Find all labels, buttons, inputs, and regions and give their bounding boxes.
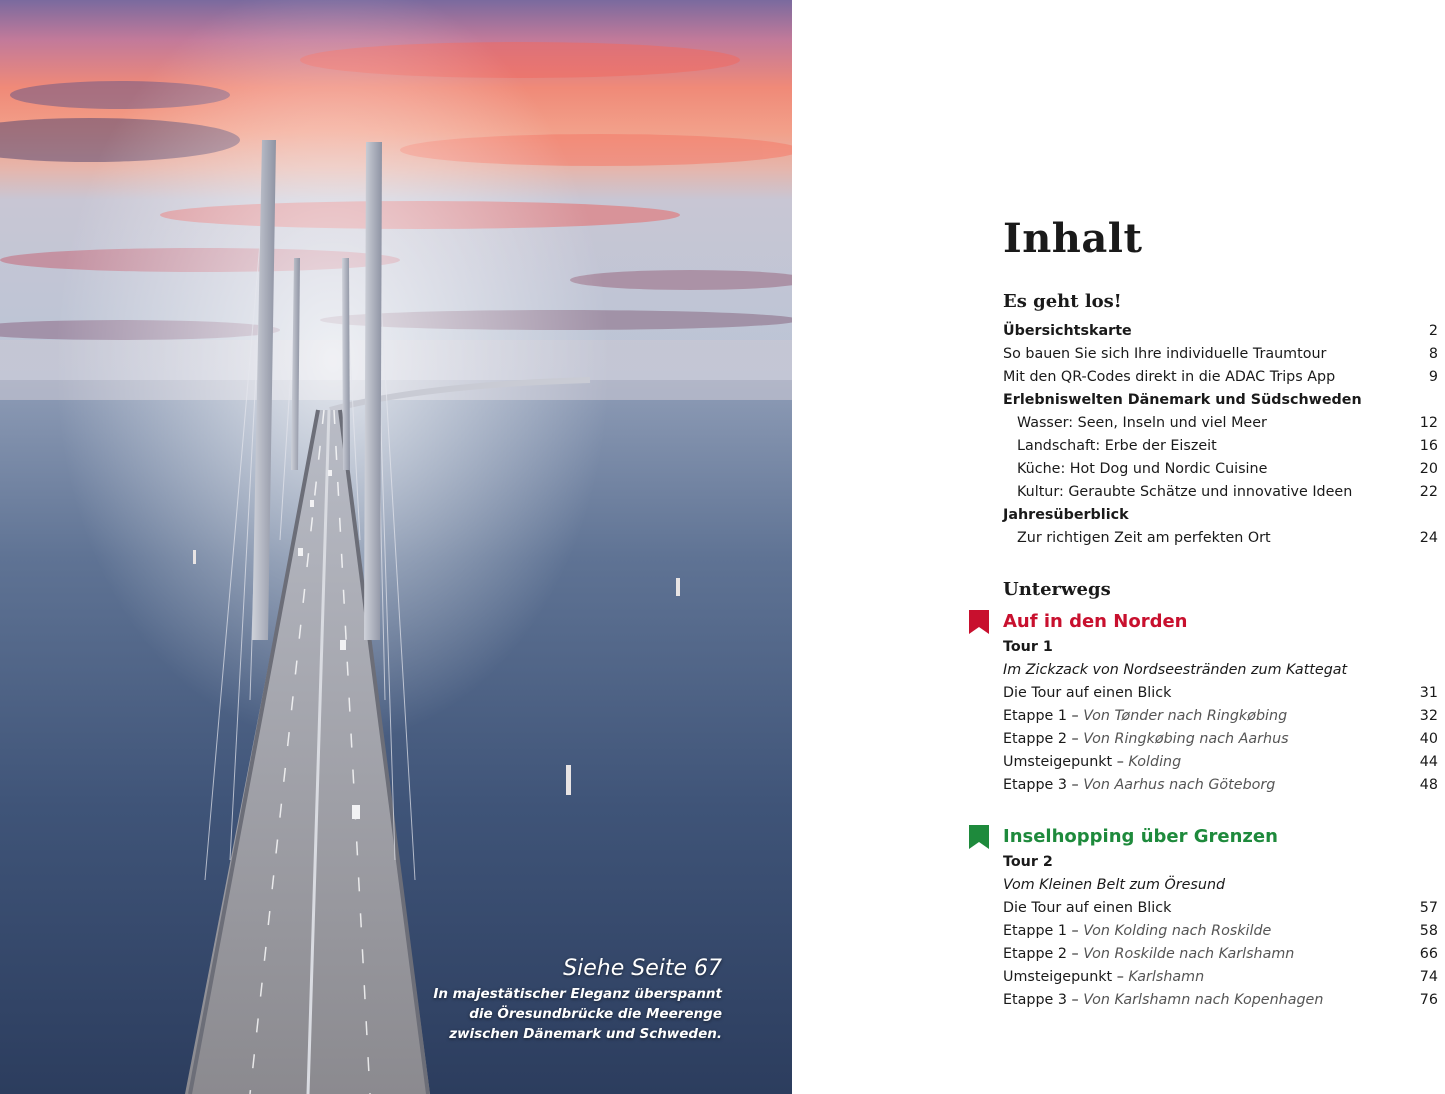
- stage-label: Etappe 3 –: [1003, 777, 1079, 793]
- caption-line: zwischen Dänemark und Schweden.: [449, 1026, 722, 1042]
- toc-entry-label: [1003, 751, 1181, 774]
- toc-entry-label: [1003, 920, 1271, 943]
- stage-label: Etappe 2 –: [1003, 731, 1079, 747]
- tour-subtitle-label: Vom Kleinen Belt zum Öresund: [1003, 877, 1226, 893]
- tour-1-subtitle: [1003, 659, 1438, 682]
- tour-number-label: Tour 1: [1003, 639, 1053, 655]
- toc-entry[interactable]: [1003, 458, 1438, 481]
- toc-entry[interactable]: [1003, 366, 1438, 389]
- section-heading-es-geht-los: Es geht los!: [1003, 291, 1122, 312]
- toc-entry[interactable]: [1003, 435, 1438, 458]
- toc-entry-page: 32: [1419, 708, 1438, 724]
- toc-entry[interactable]: [1003, 989, 1438, 1012]
- tour-1-heading[interactable]: [1003, 608, 1438, 636]
- toc-entry[interactable]: [1003, 682, 1438, 705]
- tour-1-title: Auf in den Norden: [1003, 611, 1188, 632]
- toc-entry[interactable]: [1003, 966, 1438, 989]
- toc-entry[interactable]: [1003, 943, 1438, 966]
- stage-title: Karlshamn: [1128, 969, 1205, 985]
- stage-title: Von Aarhus nach Göteborg: [1083, 777, 1276, 793]
- toc-entry[interactable]: [1003, 320, 1438, 343]
- stage-label: Etappe 1 –: [1003, 708, 1079, 724]
- toc-entry-label: Mit den QR-Codes direkt in die ADAC Trips App: [1003, 369, 1336, 385]
- stage-label: Umsteigepunkt –: [1003, 754, 1124, 770]
- toc-entry[interactable]: [1003, 920, 1438, 943]
- toc-entry-page: 9: [1428, 369, 1438, 385]
- toc-entry-page: 57: [1419, 900, 1438, 916]
- photo-caption: [362, 954, 722, 1044]
- toc-entry[interactable]: [1003, 412, 1438, 435]
- toc-entry-page: 24: [1419, 530, 1438, 546]
- toc-entry-label: [1003, 989, 1323, 1012]
- page-title: Inhalt: [1003, 215, 1143, 262]
- tour-subtitle-label: Im Zickzack von Nordseestränden zum Kattegat: [1003, 662, 1348, 678]
- toc-entry[interactable]: [1003, 774, 1438, 797]
- toc-entry-page: 58: [1419, 923, 1438, 939]
- toc-entry-page: 74: [1419, 969, 1438, 985]
- caption-line: In majestätischer Eleganz überspannt: [433, 986, 722, 1002]
- toc-subheading: [1003, 504, 1438, 527]
- toc-entry-label: [1003, 705, 1287, 728]
- toc-entry-page: 31: [1419, 685, 1438, 701]
- tour-1-number: [1003, 636, 1438, 659]
- toc-entry-label: [1003, 966, 1204, 989]
- stage-label: Etappe 3 –: [1003, 992, 1079, 1008]
- toc-entry-label: Jahresüberblick: [1003, 507, 1129, 523]
- toc-entry-page: 40: [1419, 731, 1438, 747]
- toc-entry-label: Erlebniswelten Dänemark und Südschweden: [1003, 392, 1362, 408]
- toc-entry-page: 22: [1419, 484, 1438, 500]
- stage-label: Etappe 1 –: [1003, 923, 1079, 939]
- contents-page: [792, 0, 1445, 1094]
- toc-entry-page: 76: [1419, 992, 1438, 1008]
- toc-entry[interactable]: [1003, 897, 1438, 920]
- tour-2-heading[interactable]: [1003, 823, 1438, 851]
- toc-entry-label: Zur richtigen Zeit am perfekten Ort: [1017, 530, 1271, 546]
- toc-entry-label: Die Tour auf einen Blick: [1003, 685, 1172, 701]
- toc-entry-label: Übersichtskarte: [1003, 323, 1132, 339]
- stage-title: Von Tønder nach Ringkøbing: [1083, 708, 1288, 724]
- toc-entry-page: 8: [1428, 346, 1438, 362]
- toc-entry-page: 16: [1419, 438, 1438, 454]
- stage-title: Von Karlshamn nach Kopenhagen: [1083, 992, 1324, 1008]
- toc-entry[interactable]: [1003, 343, 1438, 366]
- toc-entry-label: Wasser: Seen, Inseln und viel Meer: [1017, 415, 1267, 431]
- toc-entry-label: Die Tour auf einen Blick: [1003, 900, 1172, 916]
- stage-label: Etappe 2 –: [1003, 946, 1079, 962]
- stage-title: Von Roskilde nach Karlshamn: [1083, 946, 1295, 962]
- toc-entry-page: 66: [1419, 946, 1438, 962]
- toc-entry-label: [1003, 774, 1275, 797]
- toc-subheading: [1003, 389, 1438, 412]
- toc-entry[interactable]: [1003, 705, 1438, 728]
- tour-number-label: Tour 2: [1003, 854, 1053, 870]
- stage-title: Von Ringkøbing nach Aarhus: [1083, 731, 1289, 747]
- stage-title: Von Kolding nach Roskilde: [1083, 923, 1272, 939]
- bookmark-flag-icon: [969, 825, 989, 849]
- toc-entry-label: Landschaft: Erbe der Eiszeit: [1017, 438, 1217, 454]
- toc-entry-page: 20: [1419, 461, 1438, 477]
- toc-entry[interactable]: [1003, 728, 1438, 751]
- caption-title: Siehe Seite 67: [563, 956, 722, 981]
- toc-entry-label: [1003, 943, 1294, 966]
- tour-2-title: Inselhopping über Grenzen: [1003, 826, 1278, 847]
- toc-entry-label: So bauen Sie sich Ihre individuelle Traumtour: [1003, 346, 1327, 362]
- bookmark-flag-icon: [969, 610, 989, 634]
- spacer: [1003, 797, 1438, 823]
- toc-entry-page: 2: [1428, 323, 1438, 339]
- toc-entry-page: 48: [1419, 777, 1438, 793]
- toc-entry[interactable]: [1003, 751, 1438, 774]
- caption-text: [362, 984, 722, 1044]
- table-of-contents: [1003, 212, 1438, 1012]
- caption-line: die Öresundbrücke die Meerenge: [469, 1006, 722, 1022]
- stage-label: Umsteigepunkt –: [1003, 969, 1124, 985]
- toc-entry-page: 12: [1419, 415, 1438, 431]
- toc-entry-label: Küche: Hot Dog und Nordic Cuisine: [1017, 461, 1268, 477]
- section-heading-unterwegs: Unterwegs: [1003, 579, 1111, 600]
- toc-entry[interactable]: [1003, 527, 1438, 550]
- stage-title: Kolding: [1128, 754, 1182, 770]
- toc-entry[interactable]: [1003, 481, 1438, 504]
- toc-entry-page: 44: [1419, 754, 1438, 770]
- tour-2-subtitle: [1003, 874, 1438, 897]
- spacer: [1003, 550, 1438, 576]
- toc-entry-label: Kultur: Geraubte Schätze und innovative Ideen: [1017, 484, 1353, 500]
- tour-2-number: [1003, 851, 1438, 874]
- toc-entry-label: [1003, 728, 1289, 751]
